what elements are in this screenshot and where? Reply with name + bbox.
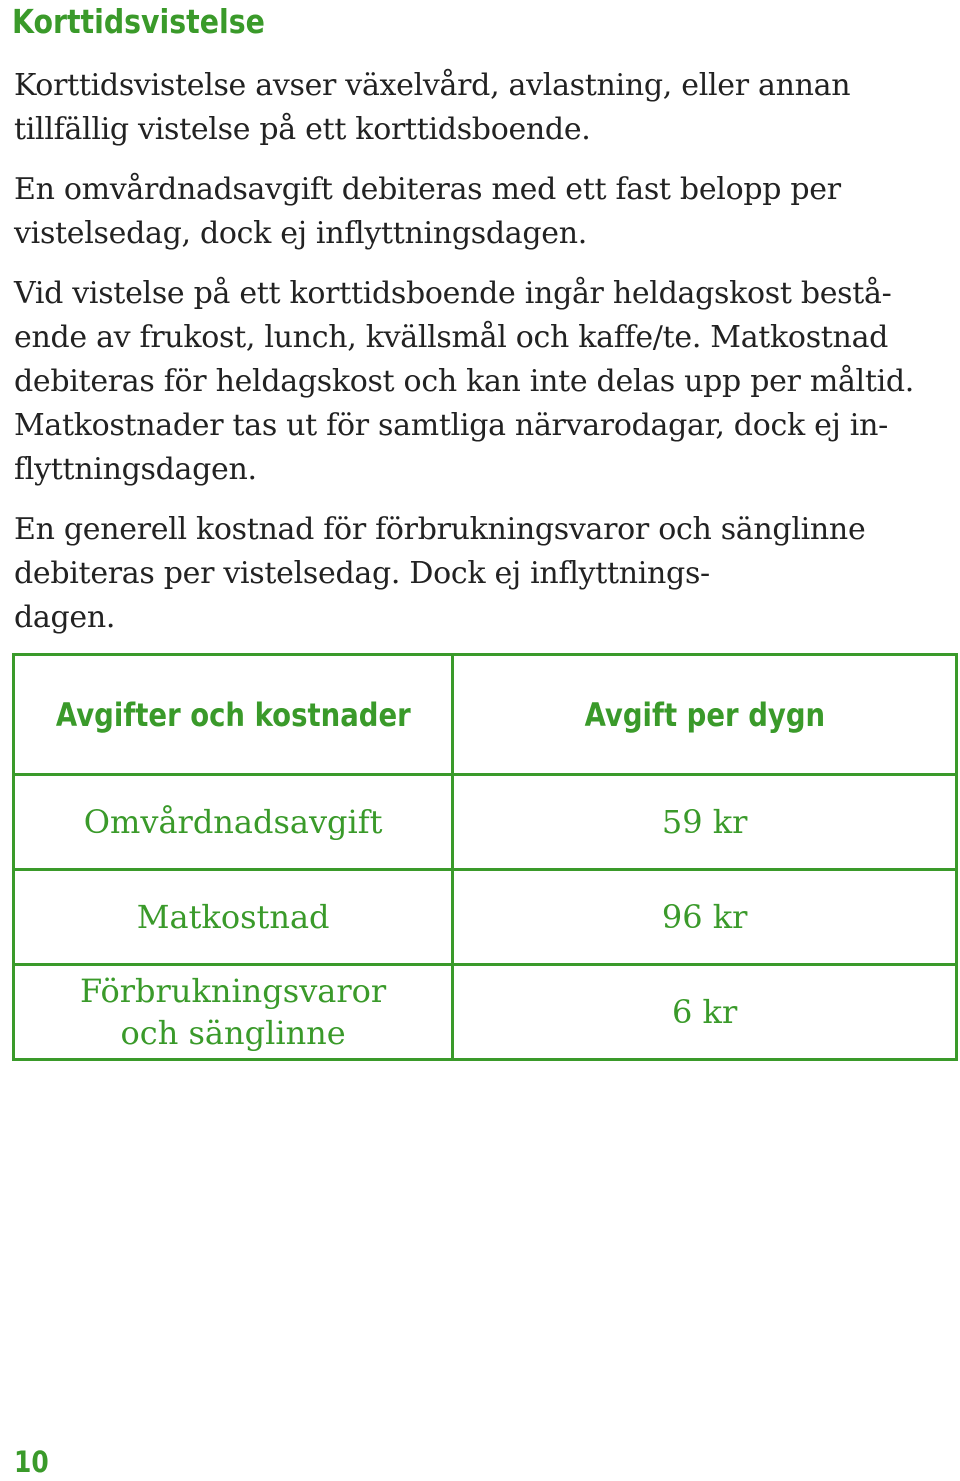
table-row xyxy=(14,775,957,870)
header-fee-per-day: Avgift per dygn xyxy=(453,655,957,775)
paragraph-meals xyxy=(14,272,954,492)
row-item: Matkostnad xyxy=(14,870,453,965)
paragraph-supplies xyxy=(14,508,954,640)
paragraph-care-fee xyxy=(14,168,954,256)
page-number: 10 xyxy=(14,1445,49,1479)
row-item: Omvårdnadsavgift xyxy=(14,775,453,870)
text-line: Korttidsvistelse avser växelvård, avlastning, eller annan xyxy=(14,68,851,103)
text-line: Vid vistelse på ett korttidsboende ingår heldagskost bestå- xyxy=(14,276,892,311)
text-line: Matkostnader tas ut för samtliga närvarodagar, dock ej in- xyxy=(14,408,888,443)
table-header-row xyxy=(14,655,957,775)
table-row xyxy=(14,965,957,1060)
text-line: ende av frukost, lunch, kvällsmål och kaffe/te. Matkostnad xyxy=(14,320,889,355)
text-line: vistelsedag, dock ej inflyttningsdagen. xyxy=(14,216,587,251)
row-item: Förbrukningsvaror och sänglinne xyxy=(14,965,453,1060)
text-line: tillfällig vistelse på ett korttidsboende. xyxy=(14,112,591,147)
header-fees-and-costs: Avgifter och kostnader xyxy=(14,655,453,775)
text-line: En generell kostnad för förbrukningsvaror och sänglinne xyxy=(14,512,866,547)
text-line: En omvårdnadsavgift debiteras med ett fast belopp per xyxy=(14,172,841,207)
text-line: debiteras per vistelsedag. Dock ej inflyttnings- xyxy=(14,556,710,591)
row-fee: 59 kr xyxy=(453,775,957,870)
text-line: flyttningsdagen. xyxy=(14,452,257,487)
paragraph-intro xyxy=(14,64,954,152)
row-fee: 6 kr xyxy=(453,965,957,1060)
text-line: debiteras för heldagskost och kan inte delas upp per måltid. xyxy=(14,364,915,399)
text-line: dagen. xyxy=(14,600,116,635)
row-fee: 96 kr xyxy=(453,870,957,965)
table-row xyxy=(14,870,957,965)
page-title: Korttidsvistelse xyxy=(12,2,265,41)
fees-table xyxy=(12,653,958,1061)
body-text xyxy=(14,64,954,656)
